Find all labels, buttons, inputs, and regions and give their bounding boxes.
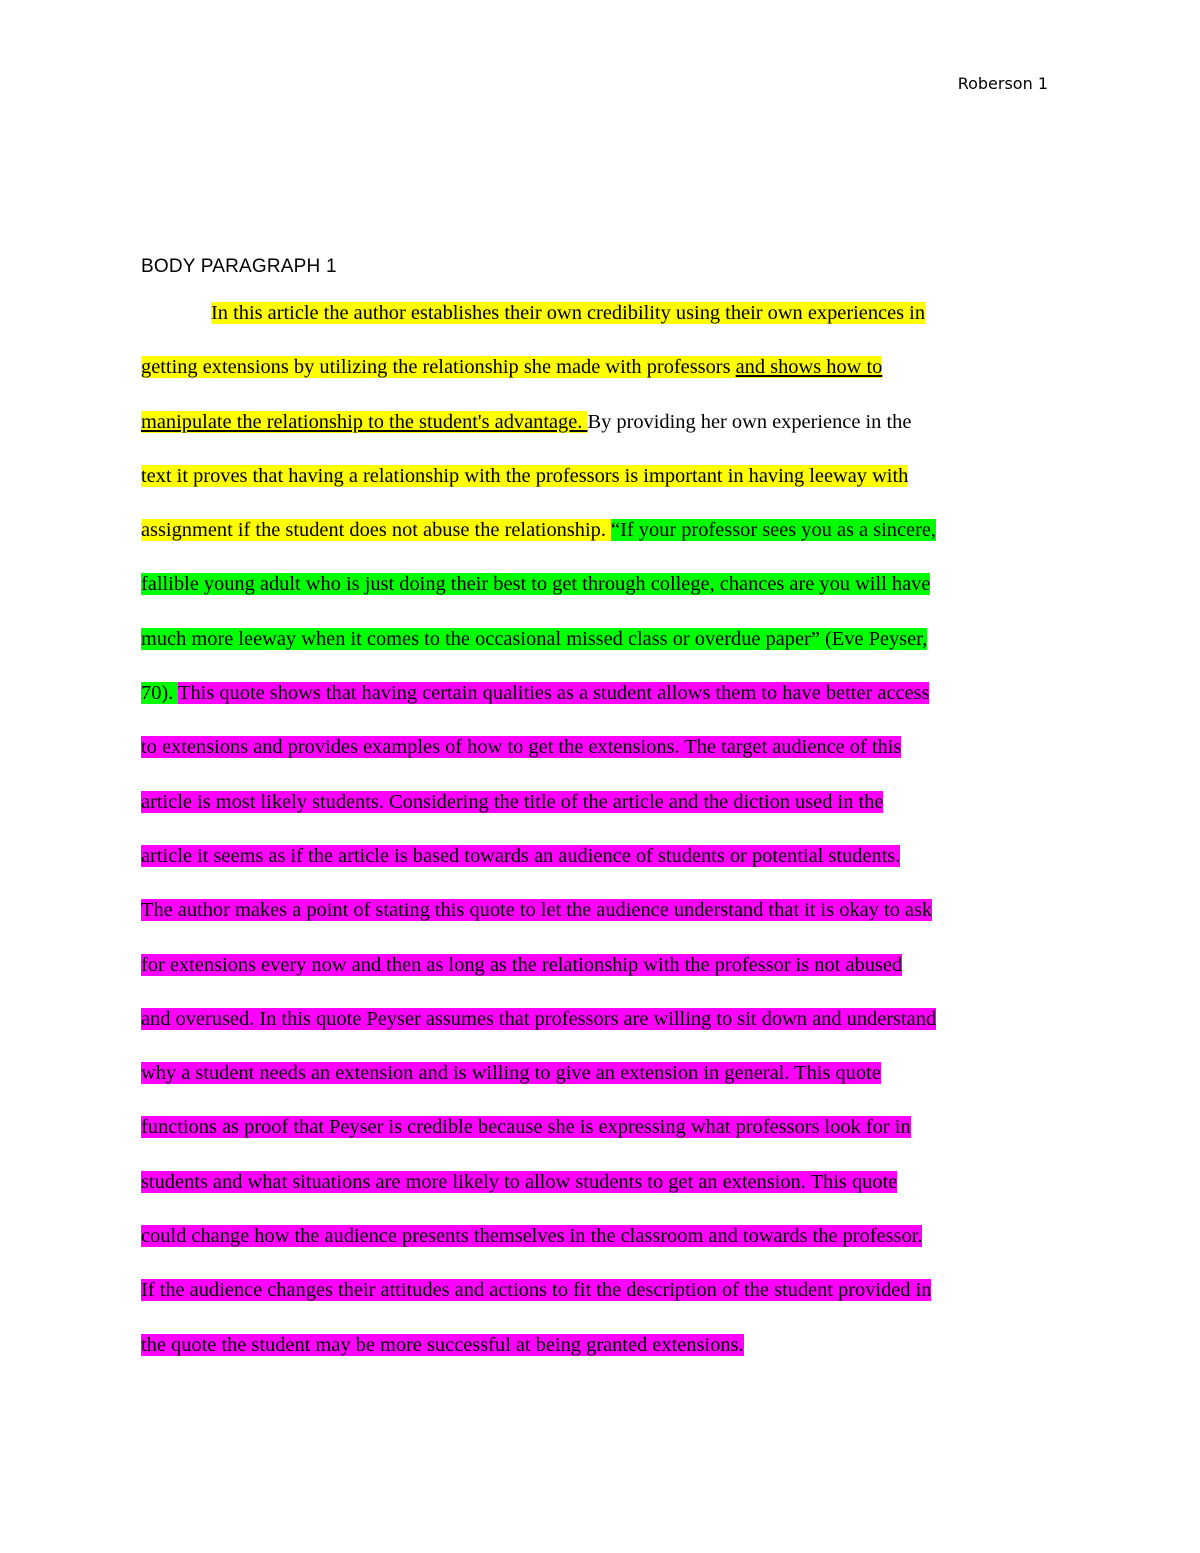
text-segment: article is most likely students. Considering the title of the article and the diction used in the [141, 790, 884, 813]
text-segment: why a student needs an extension and is willing to give an extension in general. This quote [141, 1062, 881, 1085]
text-line [141, 946, 1081, 1000]
text-segment: assignment if the student does not abuse the relationship. [141, 519, 612, 542]
text-segment: for extensions every now and then as long as the relationship with the professor is not abused [141, 953, 903, 976]
text-line [141, 837, 1081, 891]
text-segment: could change how the audience presents themselves in the classroom and towards the professor. [141, 1225, 923, 1248]
text-segment: the quote the student may be more successful at being granted extensions. [141, 1333, 744, 1356]
text-line [141, 1054, 1081, 1108]
text-line [141, 1326, 1081, 1380]
text-segment: functions as proof that Peyser is credible because she is expressing what professors look for in [141, 1116, 911, 1139]
text-line [141, 1271, 1081, 1325]
page-header: Roberson 1 [957, 74, 1048, 93]
text-segment: students and what situations are more likely to allow students to get an extension. This quote [141, 1170, 898, 1193]
text-line [141, 783, 1081, 837]
text-line [141, 565, 1081, 619]
body-paragraph [141, 294, 1081, 1380]
text-line [141, 1217, 1081, 1271]
text-segment: By providing her own experience in the [587, 410, 912, 433]
text-line [141, 728, 1081, 782]
text-segment: article it seems as if the article is based towards an audience of students or potential students. [141, 844, 901, 867]
text-line [141, 294, 1081, 348]
text-segment: and shows how to [735, 356, 883, 379]
text-line [141, 1000, 1081, 1054]
text-segment: manipulate the relationship to the student's advantage. [141, 410, 588, 433]
text-line [141, 511, 1081, 565]
text-segment: and overused. In this quote Peyser assumes that professors are willing to sit down and understand [141, 1007, 937, 1030]
text-segment: fallible young adult who is just doing their best to get through college, chances are you will have [141, 573, 931, 596]
text-line [141, 620, 1081, 674]
text-segment: “If your professor sees you as a sincere, [611, 519, 937, 542]
text-line [141, 1163, 1081, 1217]
text-segment: In this article the author establishes their own credibility using their own experiences in [211, 302, 926, 324]
text-segment: much more leeway when it comes to the occasional missed class or overdue paper” (Eve Peyser, [141, 627, 928, 650]
text-segment: to extensions and provides examples of how to get the extensions. The target audience of this [141, 736, 902, 759]
text-segment: The author makes a point of stating this quote to let the audience understand that it is okay to ask [141, 899, 933, 922]
text-segment: This quote shows that having certain qualities as a student allows them to have better access [178, 682, 930, 705]
text-segment: 70). [141, 682, 179, 705]
section-heading: BODY PARAGRAPH 1 [141, 256, 337, 277]
text-line [141, 403, 1081, 457]
text-segment: getting extensions by utilizing the relationship she made with professors [141, 356, 736, 379]
text-line [141, 674, 1081, 728]
text-line [141, 1108, 1081, 1162]
text-segment: If the audience changes their attitudes and actions to fit the description of the student provided in [141, 1279, 932, 1302]
text-segment: text it proves that having a relationship with the professors is important in having leeway with [141, 464, 909, 487]
text-line [141, 891, 1081, 945]
text-line [141, 348, 1081, 402]
text-line [141, 457, 1081, 511]
